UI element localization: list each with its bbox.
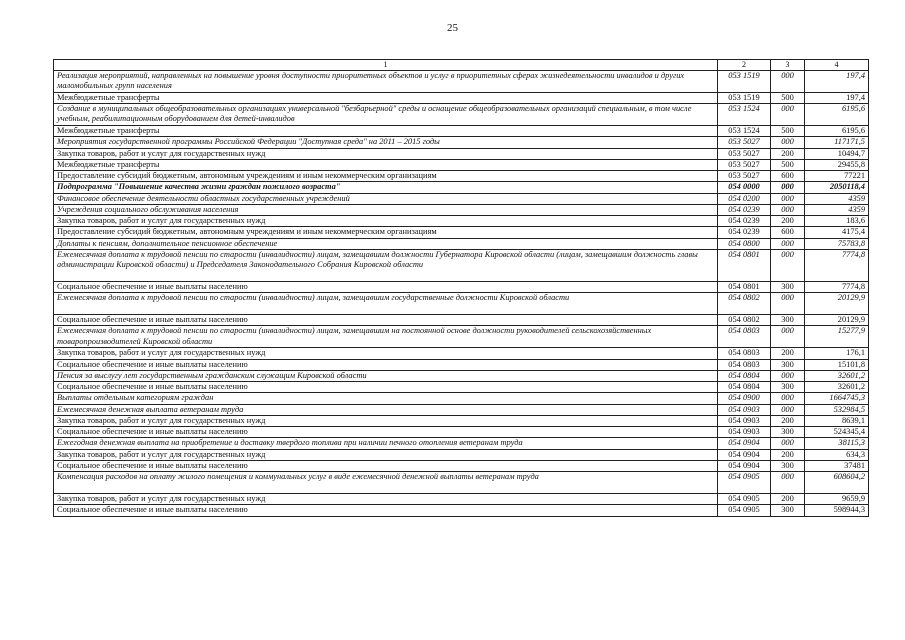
row-code-cell: 053 5027 [718,159,771,170]
row-code-cell: 054 0904 [718,460,771,471]
row-type-cell: 000 [771,393,805,404]
table-row [54,427,869,438]
row-type-cell: 300 [771,505,805,516]
table-row [54,193,869,204]
row-amount-cell: 117171,5 [805,137,869,148]
row-amount-cell: 532984,5 [805,404,869,415]
row-amount-cell: 4359 [805,193,869,204]
row-name-cell: Межбюджетные трансферты [54,126,718,137]
row-amount-cell: 4175,4 [805,227,869,238]
row-amount-cell: 15101,8 [805,359,869,370]
row-code-cell: 054 0801 [718,281,771,292]
table-row [54,159,869,170]
row-amount-cell: 9659,9 [805,494,869,505]
row-code-cell: 054 0803 [718,326,771,348]
row-code-cell: 054 0239 [718,216,771,227]
table-row [54,382,869,393]
row-code-cell: 054 0802 [718,293,771,315]
table-row [54,359,869,370]
row-amount-cell: 6195,6 [805,104,869,126]
row-type-cell: 300 [771,315,805,326]
table-row [54,494,869,505]
column-header-type: 3 [771,60,805,71]
row-type-cell: 000 [771,104,805,126]
row-amount-cell: 183,6 [805,216,869,227]
row-name-cell: Предоставление субсидий бюджетным, автономным учреждениям и иным некоммерческим организациям [54,171,718,182]
row-name-cell: Доплаты к пенсиям, дополнительное пенсионное обеспечение [54,238,718,249]
row-type-cell: 000 [771,193,805,204]
column-header-code: 2 [718,60,771,71]
table-row [54,182,869,193]
row-amount-cell: 608604,2 [805,472,869,494]
table-row [54,415,869,426]
row-name-cell: Ежемесячная доплата к трудовой пенсии по старости (инвалидности) лицам, замещавшим должности Губернатора Кировской области (лицам, замещавшим должность главы администрации Кировской области) и Председателя Законодательного Собрания Кировской области [54,249,718,281]
row-code-cell: 054 0903 [718,404,771,415]
table-body [54,70,869,516]
table-row [54,126,869,137]
row-amount-cell: 524345,4 [805,427,869,438]
row-name-cell: Выплаты отдельным категориям граждан [54,393,718,404]
row-type-cell: 300 [771,359,805,370]
row-code-cell: 054 0905 [718,505,771,516]
row-name-cell: Социальное обеспечение и иные выплаты населению [54,505,718,516]
row-name-cell: Социальное обеспечение и иные выплаты населению [54,315,718,326]
row-type-cell: 600 [771,171,805,182]
row-type-cell: 300 [771,460,805,471]
row-amount-cell: 8639,1 [805,415,869,426]
row-type-cell: 000 [771,137,805,148]
row-code-cell: 054 0904 [718,438,771,449]
row-type-cell: 000 [771,370,805,381]
row-code-cell: 053 1524 [718,126,771,137]
row-name-cell: Пенсия за выслугу лет государственным гражданским служащим Кировской области [54,370,718,381]
table-row [54,238,869,249]
row-code-cell: 054 0803 [718,359,771,370]
row-name-cell: Закупка товаров, работ и услуг для государственных нужд [54,415,718,426]
row-code-cell: 054 0804 [718,382,771,393]
row-amount-cell: 2050118,4 [805,182,869,193]
row-amount-cell: 20129,9 [805,315,869,326]
row-name-cell: Социальное обеспечение и иные выплаты населению [54,382,718,393]
table-row [54,438,869,449]
budget-table [53,59,869,517]
row-name-cell: Социальное обеспечение и иные выплаты населению [54,427,718,438]
table-row [54,315,869,326]
row-amount-cell: 7774,8 [805,281,869,292]
row-name-cell: Социальное обеспечение и иные выплаты населению [54,281,718,292]
row-name-cell: Финансовое обеспечение деятельности областных государственных учреждений [54,193,718,204]
row-name-cell: Закупка товаров, работ и услуг для государственных нужд [54,216,718,227]
row-amount-cell: 38115,3 [805,438,869,449]
row-type-cell: 200 [771,415,805,426]
row-amount-cell: 197,4 [805,70,869,92]
row-code-cell: 054 0800 [718,238,771,249]
row-code-cell: 053 5027 [718,148,771,159]
row-type-cell: 500 [771,126,805,137]
table-header-row [54,60,869,71]
page-number: 25 [447,22,458,34]
row-name-cell: Закупка товаров, работ и услуг для государственных нужд [54,494,718,505]
table-row [54,92,869,103]
row-amount-cell: 6195,6 [805,126,869,137]
row-code-cell: 054 0905 [718,472,771,494]
row-type-cell: 600 [771,227,805,238]
row-code-cell: 054 0905 [718,494,771,505]
row-type-cell: 000 [771,238,805,249]
row-amount-cell: 29455,8 [805,159,869,170]
row-name-cell: Ежегодная денежная выплата на приобретение и доставку твердого топлива при наличии печного отопления ветеранам труда [54,438,718,449]
row-code-cell: 054 0900 [718,393,771,404]
row-name-cell: Мероприятия государственной программы Российской Федерации "Доступная среда" на 2011 – 2015 годы [54,137,718,148]
row-code-cell: 054 0804 [718,370,771,381]
row-type-cell: 000 [771,70,805,92]
row-type-cell: 300 [771,427,805,438]
table-row [54,171,869,182]
row-name-cell: Учреждения социального обслуживания населения [54,204,718,215]
table-row [54,70,869,92]
row-type-cell: 200 [771,216,805,227]
table-row [54,326,869,348]
row-code-cell: 054 0903 [718,427,771,438]
row-type-cell: 200 [771,148,805,159]
row-code-cell: 053 1519 [718,70,771,92]
row-code-cell: 054 0000 [718,182,771,193]
row-type-cell: 200 [771,449,805,460]
table-row [54,505,869,516]
row-type-cell: 200 [771,348,805,359]
row-code-cell: 054 0803 [718,348,771,359]
row-type-cell: 300 [771,281,805,292]
row-name-cell: Закупка товаров, работ и услуг для государственных нужд [54,449,718,460]
row-amount-cell: 7774,8 [805,249,869,281]
row-name-cell: Ежемесячная доплата к трудовой пенсии по старости (инвалидности) лицам, замещавшим государственные должности Кировской области [54,293,718,315]
row-code-cell: 054 0904 [718,449,771,460]
row-code-cell: 053 5027 [718,171,771,182]
table-row [54,204,869,215]
row-amount-cell: 77221 [805,171,869,182]
table-row [54,404,869,415]
row-name-cell: Межбюджетные трансферты [54,92,718,103]
row-code-cell: 053 1519 [718,92,771,103]
row-type-cell: 500 [771,159,805,170]
table-row [54,137,869,148]
table-row [54,460,869,471]
table-row [54,449,869,460]
row-name-cell: Компенсация расходов на оплату жилого помещения и коммунальных услуг в виде ежемесячной денежной выплаты ветеранам труда [54,472,718,494]
row-type-cell: 500 [771,92,805,103]
row-name-cell: Предоставление субсидий бюджетным, автономным учреждениям и иным некоммерческим организациям [54,227,718,238]
row-name-cell: Социальное обеспечение и иные выплаты населению [54,359,718,370]
row-amount-cell: 197,4 [805,92,869,103]
row-amount-cell: 75783,8 [805,238,869,249]
table-row [54,227,869,238]
column-header-amount: 4 [805,60,869,71]
row-amount-cell: 15277,9 [805,326,869,348]
row-amount-cell: 37481 [805,460,869,471]
row-name-cell: Закупка товаров, работ и услуг для государственных нужд [54,148,718,159]
row-name-cell: Подпрограмма "Повышение качества жизни граждан пожилого возраста" [54,182,718,193]
row-amount-cell: 20129,9 [805,293,869,315]
table-row [54,348,869,359]
row-code-cell: 054 0200 [718,193,771,204]
row-amount-cell: 598944,3 [805,505,869,516]
row-code-cell: 054 0239 [718,204,771,215]
row-type-cell: 000 [771,293,805,315]
row-type-cell: 000 [771,472,805,494]
row-amount-cell: 1664745,3 [805,393,869,404]
row-type-cell: 000 [771,404,805,415]
table-row [54,393,869,404]
row-amount-cell: 176,1 [805,348,869,359]
row-type-cell: 000 [771,326,805,348]
row-name-cell: Социальное обеспечение и иные выплаты населению [54,460,718,471]
row-type-cell: 000 [771,204,805,215]
table-row [54,216,869,227]
table-row [54,472,869,494]
table-row [54,249,869,281]
row-code-cell: 054 0801 [718,249,771,281]
row-name-cell: Закупка товаров, работ и услуг для государственных нужд [54,348,718,359]
row-code-cell: 053 5027 [718,137,771,148]
row-code-cell: 054 0903 [718,415,771,426]
table-row [54,104,869,126]
row-name-cell: Реализация мероприятий, направленных на повышение уровня доступности приоритетных объектов и услуг в приоритетных сферах жизнедеятельности инвалидов и других маломобильных групп населения [54,70,718,92]
row-name-cell: Ежемесячная доплата к трудовой пенсии по старости (инвалидности) лицам, замещавшим на постоянной основе должности руководителей сельскохозяйственных товаропроизводителей Кировской области [54,326,718,348]
table-row [54,293,869,315]
row-code-cell: 054 0239 [718,227,771,238]
row-code-cell: 053 1524 [718,104,771,126]
row-type-cell: 200 [771,494,805,505]
table-row [54,148,869,159]
row-amount-cell: 634,3 [805,449,869,460]
row-code-cell: 054 0802 [718,315,771,326]
row-type-cell: 000 [771,182,805,193]
row-amount-cell: 4359 [805,204,869,215]
row-name-cell: Межбюджетные трансферты [54,159,718,170]
row-name-cell: Ежемесячная денежная выплата ветеранам труда [54,404,718,415]
row-amount-cell: 10494,7 [805,148,869,159]
table-row [54,370,869,381]
row-name-cell: Создание в муниципальных общеобразовательных организациях универсальной "безбарьерной" среды и оснащение общеобразовательных организаций специальным, в том числе учебным, реабилитационным оборудованием для детей-инвалидов [54,104,718,126]
column-header-name: 1 [54,60,718,71]
row-amount-cell: 32601,2 [805,370,869,381]
row-amount-cell: 32601,2 [805,382,869,393]
row-type-cell: 000 [771,249,805,281]
row-type-cell: 300 [771,382,805,393]
row-type-cell: 000 [771,438,805,449]
table-row [54,281,869,292]
